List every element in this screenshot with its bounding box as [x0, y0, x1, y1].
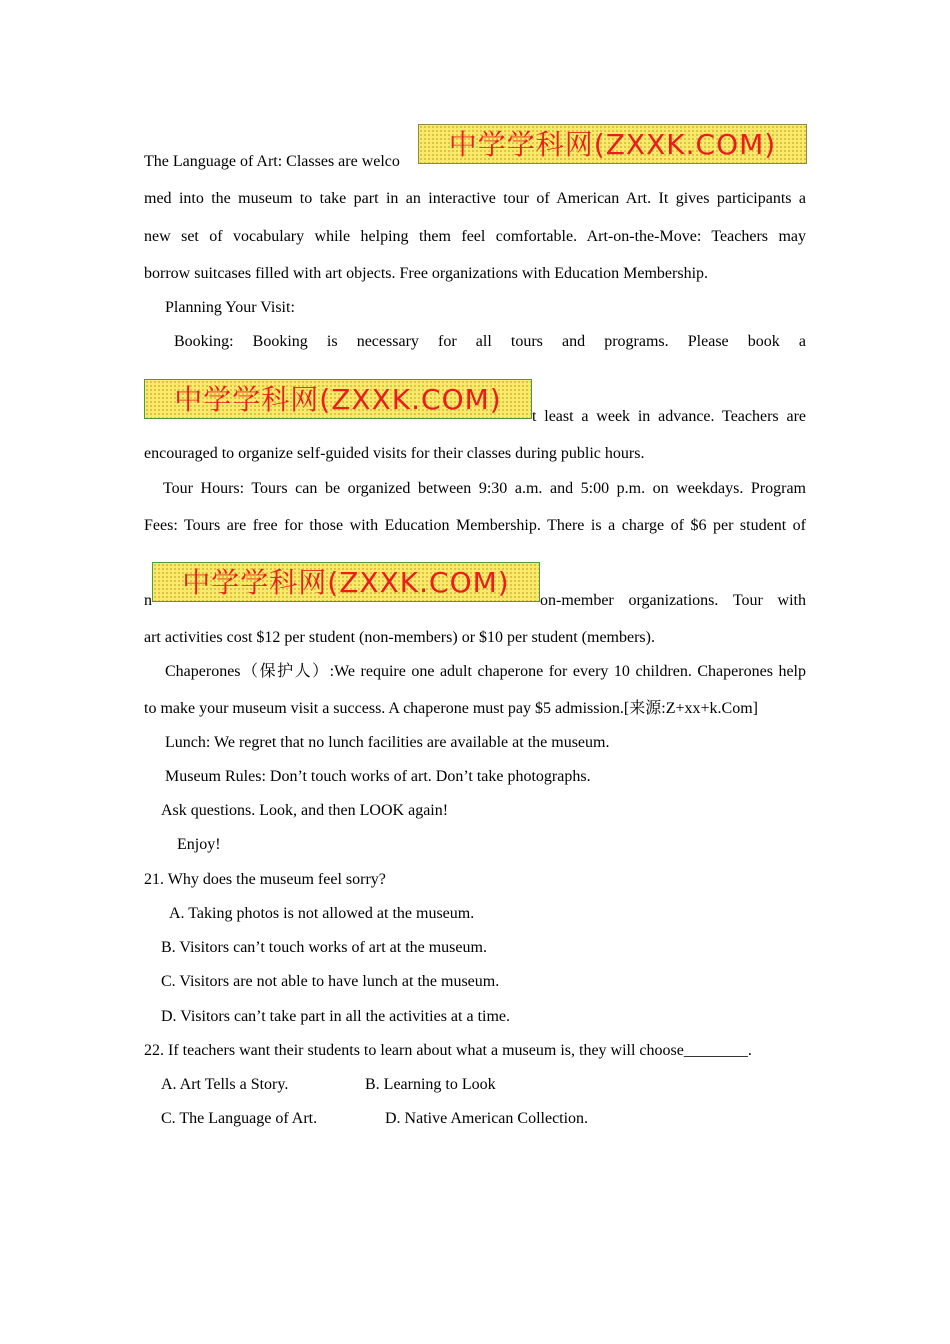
passage-line-booking: Booking: Booking is necessary for all tours and programs. Please book a: [174, 333, 806, 350]
passage-line-14: to make your museum visit a success. A chaperone must pay $5 admission.[来源:Z+xx+k.Com]: [144, 700, 758, 717]
passage-line-2: med into the museum to take part in an interactive tour of American Art. It gives participants a: [144, 190, 806, 207]
question-22-option-d: D. Native American Collection.: [385, 1110, 589, 1127]
watermark-logo-3: 中学学科网(ZXXK.COM): [152, 562, 540, 602]
passage-line-rules: Museum Rules: Don’t touch works of art. Don’t take photographs.: [165, 768, 591, 785]
passage-line-11-end: on-member organizations. Tour with: [540, 592, 806, 609]
passage-line-11-start: n: [144, 592, 152, 609]
passage-line-3: new set of vocabulary while helping them feel comfortable. Art-on-the-Move: Teachers may: [144, 228, 806, 245]
passage-line-chaperones: Chaperones（保护人）:We require one adult chaperone for every 10 children. Chaperones help: [165, 663, 806, 680]
watermark-logo-1: 中学学科网(ZXXK.COM): [418, 124, 807, 164]
question-21-option-a: A. Taking photos is not allowed at the museum.: [169, 905, 475, 922]
question-22-option-b: B. Learning to Look: [365, 1076, 496, 1093]
question-21-option-c: C. Visitors are not able to have lunch at the museum.: [161, 973, 500, 990]
section-heading-planning: Planning Your Visit:: [165, 299, 295, 316]
passage-line-12: art activities cost $12 per student (non-members) or $10 per student (members).: [144, 629, 655, 646]
passage-line-ask: Ask questions. Look, and then LOOK again!: [161, 802, 449, 819]
passage-line-enjoy: Enjoy!: [177, 836, 221, 853]
passage-line-10: Fees: Tours are free for those with Education Membership. There is a charge of $6 per student of: [144, 517, 806, 534]
question-21-option-d: D. Visitors can’t take part in all the activities at a time.: [161, 1008, 511, 1025]
question-22-option-a: A. Art Tells a Story.: [161, 1076, 289, 1093]
passage-line-lunch: Lunch: We regret that no lunch facilities are available at the museum.: [165, 734, 610, 751]
passage-line-7: t least a week in advance. Teachers are: [532, 408, 806, 425]
question-22-option-c: C. The Language of Art.: [161, 1110, 318, 1127]
watermark-logo-2: 中学学科网(ZXXK.COM): [144, 379, 532, 419]
passage-line-1: The Language of Art: Classes are welco: [144, 153, 400, 170]
question-22-stem: 22. If teachers want their students to learn about what a museum is, they will choose________.: [144, 1042, 752, 1059]
passage-line-tour-hours: Tour Hours: Tours can be organized between 9:30 a.m. and 5:00 p.m. on weekdays. Program: [163, 480, 806, 497]
passage-line-8: encouraged to organize self-guided visits for their classes during public hours.: [144, 445, 645, 462]
question-21-stem: 21. Why does the museum feel sorry?: [144, 871, 386, 888]
passage-line-4: borrow suitcases filled with art objects. Free organizations with Education Membership.: [144, 265, 709, 282]
question-21-option-b: B. Visitors can’t touch works of art at the museum.: [161, 939, 487, 956]
